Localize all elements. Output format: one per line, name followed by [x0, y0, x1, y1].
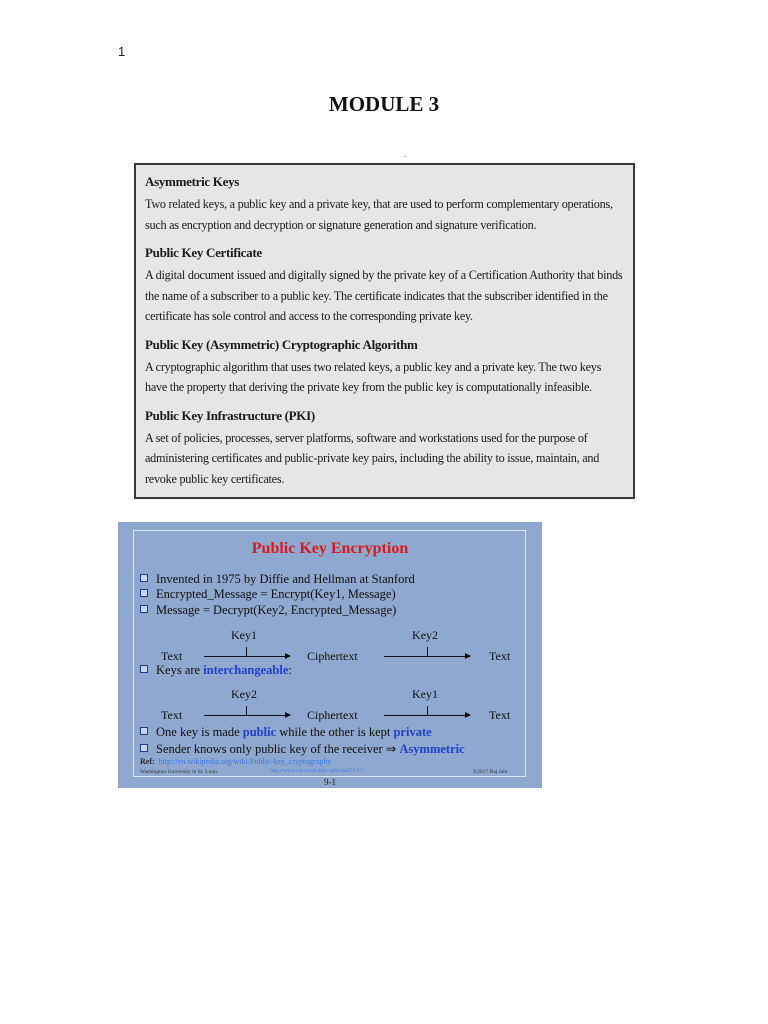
bullet-square-icon	[140, 574, 148, 582]
diagram-key-label: Key1	[412, 687, 438, 701]
bullet-square-icon	[140, 744, 148, 752]
slide-reference: Ref: http://en.wikipedia.org/wiki/Public-key_cryptography	[140, 757, 332, 766]
definition-pki	[145, 408, 623, 490]
diagram-key-label: Key2	[231, 687, 257, 701]
definition-public-key-algorithm	[145, 337, 623, 398]
slide-footer-link[interactable]: http://www.cse.wustl.edu/~jain/cse571-17/	[270, 768, 365, 774]
definition-body: A set of policies, processes, server platforms, software and workstations used for the purpose of administering certificates and public-private key pairs, including the ability to issue, maintain, and revoke public key certificates.	[145, 430, 600, 486]
definition-heading: Public Key (Asymmetric) Cryptographic Algorithm	[145, 336, 418, 352]
bullet-square-icon	[140, 605, 148, 613]
key-input-tick	[427, 706, 428, 715]
definition-heading: Public Key Certificate	[145, 245, 262, 260]
slide-bullet: Message = Decrypt(Key2, Encrypted_Message)	[140, 603, 396, 618]
bullet-square-icon	[140, 665, 148, 673]
slide-title: Public Key Encryption	[251, 540, 409, 557]
bullet-square-icon	[140, 589, 148, 597]
arrow-icon	[384, 656, 470, 657]
diagram-key-label: Key2	[412, 628, 438, 642]
slide-number: 9-1	[324, 777, 336, 787]
bullet-square-icon	[140, 727, 148, 735]
diagram-text-label: Text	[161, 649, 183, 663]
diagram-text-label: Text	[489, 708, 511, 722]
key-input-tick	[427, 647, 428, 656]
slide-bullet: Invented in 1975 by Diffie and Hellman at Stanford	[140, 572, 415, 587]
slide-bullet: Sender knows only public key of the receiver ⇒ Asymmetric	[140, 741, 465, 757]
slide-bullet: One key is made public while the other is kept private	[140, 725, 432, 740]
diagram-text-label: Text	[489, 649, 511, 663]
slide-image	[118, 522, 542, 788]
diagram-text-label: Text	[161, 708, 183, 722]
definition-body: A digital document issued and digitally signed by the private key of a Certification Authority that binds the name of a subscriber to a public key. The certificate indicates that the subscriber identified in the certificate has sole control and access to the corresponding private key.	[145, 268, 623, 323]
definition-body: A cryptographic algorithm that uses two related keys, a public key and a private key. The two keys have the property that deriving the private key from the public key is computationally infeasible.	[145, 359, 602, 394]
arrow-icon	[204, 715, 290, 716]
arrow-icon	[204, 656, 290, 657]
key-input-tick	[246, 647, 247, 656]
diagram-key-label: Key1	[231, 628, 257, 642]
definition-public-key-certificate	[145, 245, 623, 327]
reference-link[interactable]: http://en.wikipedia.org/wiki/Public-key_cryptography	[158, 757, 332, 766]
slide-footer-right: ©2017 Raj Jain	[473, 769, 508, 775]
key-input-tick	[246, 706, 247, 715]
diagram-ciphertext-label: Ciphertext	[307, 649, 358, 663]
definition-heading: Asymmetric Keys	[145, 174, 240, 189]
definition-heading: Public Key Infrastructure (PKI)	[145, 407, 315, 423]
diagram-ciphertext-label: Ciphertext	[307, 708, 358, 722]
definition-body: Two related keys, a public key and a private key, that are used to perform complementary operations, such as encryption and decryption or signature generation and signature verification.	[145, 197, 613, 232]
definitions-box	[134, 163, 635, 499]
stray-mark: .	[404, 150, 406, 159]
arrow-icon	[384, 715, 470, 716]
slide-bullet: Encrypted_Message = Encrypt(Key1, Message)	[140, 587, 396, 602]
definition-asymmetric-keys	[145, 174, 623, 235]
slide-bullet: Keys are interchangeable:	[140, 663, 292, 678]
page-title: MODULE 3	[328, 92, 440, 116]
page-number: 1	[118, 44, 126, 59]
slide-footer-left: Washington University in St. Louis	[140, 769, 218, 775]
